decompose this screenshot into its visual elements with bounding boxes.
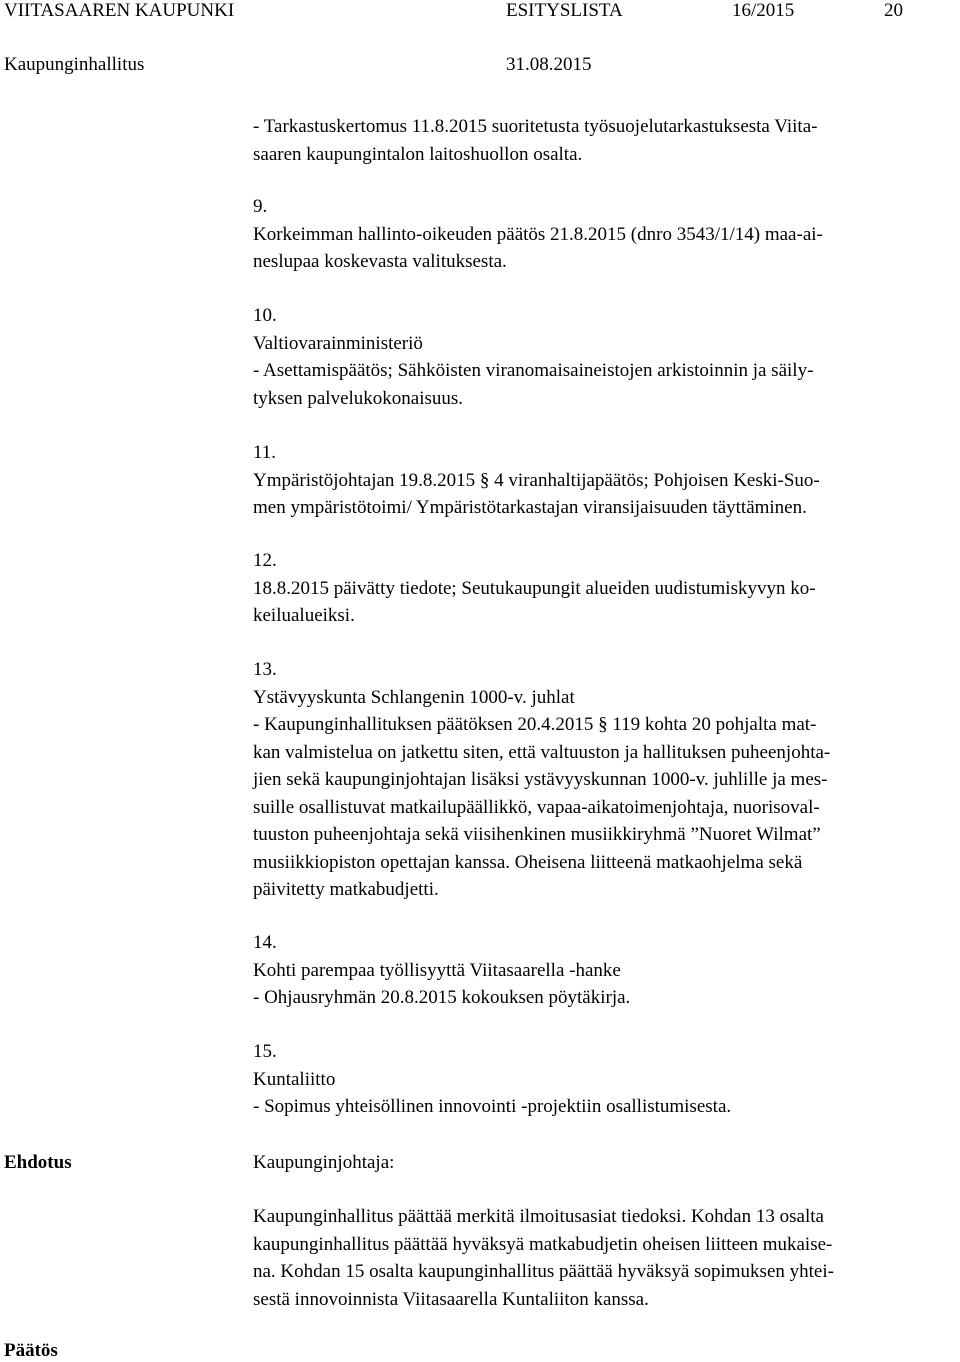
- proposal-line: sestä innovoinnista Viitasaarella Kuntaliiton kanssa.: [253, 1288, 649, 1310]
- item-line: Ystävyyskunta Schlangenin 1000-v. juhlat: [253, 686, 575, 708]
- item-line: - Asettamispäätös; Sähköisten viranomaisaineistojen arkistoinnin ja säily-: [253, 360, 814, 381]
- page-header-bottom: [4, 54, 954, 76]
- item-number: 14.: [253, 932, 277, 953]
- list-item: [253, 929, 953, 1012]
- list-item: [253, 1038, 953, 1121]
- item-line: Valtiovarainministeriö: [253, 332, 423, 354]
- item-line: jien sekä kaupunginjohtajan lisäksi ystävyyskunnan 1000-v. juhlille ja mes-: [253, 769, 828, 790]
- proposal-text: [253, 1203, 953, 1313]
- item-line: Ympäristöjohtajan 19.8.2015 § 4 viranhaltijapäätös; Pohjoisen Keski-Suo-: [253, 469, 820, 491]
- item-line: - Kaupunginhallituksen päätöksen 20.4.2015 § 119 kohta 20 pohjalta mat-: [253, 714, 817, 735]
- item-line: kan valmistelua on jatkettu siten, että valtuuston ja hallituksen puheenjohta-: [253, 741, 831, 763]
- proposal-line: na. Kohdan 15 osalta kaupunginhallitus päättää hyväksyä sopimuksen yhtei-: [253, 1261, 834, 1282]
- proposal-label: Ehdotus: [4, 1152, 72, 1173]
- item-number: 12.: [253, 550, 277, 571]
- item-line: tyksen palvelukokonaisuus.: [253, 387, 464, 409]
- proposal-line: kaupunginhallitus päättää hyväksyä matkabudjetin oheisen liitteen mukaise-: [253, 1233, 833, 1255]
- item-line: suille osallistuvat matkailupäällikkö, vapaa-aikatoimenjohtaja, nuorisoval-: [253, 796, 820, 818]
- issue-number: 16/2015: [732, 0, 795, 21]
- page-number: 20: [884, 0, 903, 21]
- item-line: - Sopimus yhteisöllinen innovointi -projektiin osallistumisesta.: [253, 1096, 732, 1117]
- item-line: - Tarkastuskertomus 11.8.2015 suoritetusta työsuojelutarkastuksesta Viita-: [253, 116, 818, 137]
- item-line: 18.8.2015 päivätty tiedote; Seutukaupungit alueiden uudistumiskyvyn ko-: [253, 577, 816, 599]
- org-name: VIITASAAREN KAUPUNKI: [4, 0, 235, 21]
- decision-label: Päätös: [4, 1340, 58, 1361]
- item-line: keilualueiksi.: [253, 605, 355, 626]
- item-line: Kohti parempaa työllisyyttä Viitasaarella -hanke: [253, 959, 621, 981]
- item-number: 9.: [253, 196, 268, 217]
- proposal-signer: Kaupunginjohtaja:: [253, 1152, 395, 1173]
- item-number: 10.: [253, 305, 277, 326]
- item-line: - Ohjausryhmän 20.8.2015 kokouksen pöytäkirja.: [253, 987, 631, 1008]
- item-line: tuuston puheenjohtaja sekä viisihenkinen musiikkiryhmä ”Nuoret Wilmat”: [253, 824, 821, 845]
- list-item: [253, 113, 953, 168]
- item-line: päivitetty matkabudjetti.: [253, 879, 439, 900]
- list-item: [253, 656, 953, 904]
- item-line: saaren kaupungintalon laitoshuollon osalta.: [253, 143, 583, 165]
- item-line: Korkeimman hallinto-oikeuden päätös 21.8.2015 (dnro 3543/1/14) maa-ai-: [253, 223, 823, 245]
- item-number: 15.: [253, 1041, 277, 1062]
- meeting-date: 31.08.2015: [506, 54, 592, 75]
- proposal-line: Kaupunginhallitus päättää merkitä ilmoitusasiat tiedoksi. Kohdan 13 osalta: [253, 1206, 824, 1227]
- list-item: [253, 302, 953, 412]
- item-line: neslupaa koskevasta valituksesta.: [253, 251, 507, 272]
- list-item: [253, 547, 953, 630]
- page-header-top: [4, 0, 954, 22]
- list-item: [253, 193, 953, 276]
- list-item: [253, 439, 953, 522]
- item-line: musiikkiopiston opettajan kanssa. Oheisena liitteenä matkaohjelma sekä: [253, 851, 803, 873]
- item-number: 11.: [253, 442, 277, 463]
- item-line: men ympäristötoimi/ Ympäristötarkastajan viransijaisuuden täyttäminen.: [253, 497, 807, 518]
- item-line: Kuntaliitto: [253, 1068, 336, 1090]
- document-type: ESITYSLISTA: [506, 0, 623, 21]
- body-name: Kaupunginhallitus: [4, 54, 145, 75]
- item-number: 13.: [253, 659, 277, 680]
